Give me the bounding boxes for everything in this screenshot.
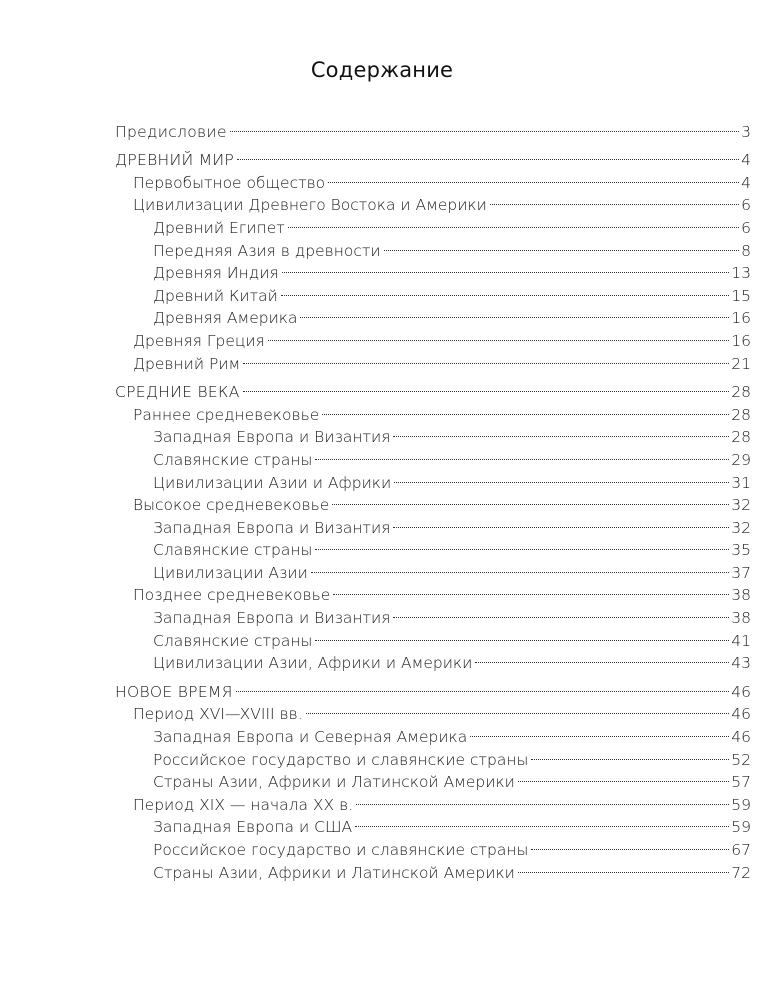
toc-page-number: 29 bbox=[731, 450, 751, 469]
toc-page-number: 59 bbox=[731, 818, 751, 837]
toc-dot-leader bbox=[228, 114, 740, 137]
toc-entry-title: Цивилизации Азии bbox=[153, 563, 308, 582]
toc-dot-leader bbox=[529, 832, 730, 855]
toc-page-number: 21 bbox=[731, 354, 751, 373]
toc-dot-leader bbox=[309, 555, 730, 578]
toc-entry-title: Высокое средневековье bbox=[133, 496, 330, 515]
toc-entry-title: Период XIX — начала XX в. bbox=[133, 795, 354, 814]
toc-page-number: 32 bbox=[731, 518, 751, 537]
toc-entry-title: Первобытное общество bbox=[133, 173, 326, 192]
toc-dot-leader bbox=[391, 420, 730, 443]
toc-entry-title: Западная Европа и Северная Америка bbox=[153, 728, 468, 747]
toc-entry-title: Древняя Индия bbox=[153, 264, 279, 283]
toc-page-number: 16 bbox=[731, 331, 751, 350]
toc-entry-title: Страны Азии, Африки и Латинской Америки bbox=[153, 863, 515, 882]
toc-page-number: 4 bbox=[741, 173, 751, 192]
toc-entry-title: Западная Европа и Византия bbox=[153, 428, 391, 447]
toc-dot-leader bbox=[392, 465, 730, 488]
toc-section bbox=[115, 375, 751, 673]
toc-entry-title: Российское государство и славянские страны bbox=[153, 841, 529, 859]
toc-entry-title: Цивилизации Азии и Африки bbox=[153, 473, 392, 492]
toc-dot-leader bbox=[313, 623, 730, 646]
table-of-contents bbox=[115, 114, 751, 884]
toc-dot-leader bbox=[320, 397, 730, 420]
toc-entry-title: Западная Европа и США bbox=[153, 818, 353, 837]
toc-page-number: 16 bbox=[731, 309, 751, 328]
toc-entry-title: Цивилизации Азии, Африки и Америки bbox=[153, 654, 473, 673]
toc-section bbox=[115, 143, 751, 373]
toc-part-entry[interactable] bbox=[115, 674, 751, 701]
toc-dot-leader bbox=[354, 787, 730, 810]
toc-dot-leader bbox=[313, 442, 730, 465]
toc-entry-title: Славянские страны bbox=[153, 631, 313, 650]
toc-section bbox=[115, 114, 751, 141]
toc-page-number: 8 bbox=[741, 241, 751, 260]
toc-entry-title: Передняя Азия в древности bbox=[153, 241, 381, 260]
toc-page-number: 31 bbox=[731, 473, 751, 492]
toc-page-number: 43 bbox=[731, 654, 751, 673]
toc-entry-title: Западная Европа и Византия bbox=[153, 609, 391, 628]
toc-entry-title: Древняя Греция bbox=[133, 331, 265, 350]
toc-entry-title: Славянские страны bbox=[153, 450, 313, 469]
toc-dot-leader bbox=[280, 256, 731, 279]
toc-dot-leader bbox=[298, 301, 730, 324]
toc-dot-leader bbox=[468, 719, 730, 742]
toc-dot-leader bbox=[488, 188, 740, 211]
toc-page-number: 38 bbox=[731, 586, 751, 605]
toc-page-number: 28 bbox=[731, 383, 751, 402]
toc-dot-leader bbox=[516, 855, 730, 878]
toc-page-number: 46 bbox=[731, 705, 751, 724]
toc-entry-title: Страны Азии, Африки и Латинской Америки bbox=[153, 773, 515, 792]
toc-entry-title: Древний Китай bbox=[153, 286, 278, 305]
toc-dot-leader bbox=[382, 233, 741, 256]
page-title: Содержание bbox=[310, 58, 454, 82]
toc-entry-title: Российское государство и славянские страны bbox=[153, 750, 529, 769]
toc-dot-leader bbox=[241, 375, 731, 398]
toc-entry-title: СРЕДНИЕ ВЕКА bbox=[115, 383, 240, 402]
toc-page-number: 52 bbox=[731, 750, 751, 769]
toc-page-number: 3 bbox=[741, 122, 751, 141]
toc-page-number: 46 bbox=[731, 728, 751, 747]
toc-dot-leader bbox=[235, 143, 740, 166]
toc-entry-title: Древняя Америка bbox=[153, 309, 298, 328]
toc-part-entry[interactable] bbox=[115, 114, 751, 141]
toc-part-entry[interactable] bbox=[115, 375, 751, 402]
toc-page-number: 57 bbox=[731, 773, 751, 792]
toc-page-number: 41 bbox=[731, 631, 751, 650]
toc-page-number: 38 bbox=[731, 609, 751, 628]
toc-entry-title: ДРЕВНИЙ МИР bbox=[115, 151, 235, 170]
toc-dot-leader bbox=[286, 210, 740, 233]
toc-dot-leader bbox=[279, 278, 730, 301]
toc-entry-title: Раннее средневековье bbox=[133, 405, 320, 424]
toc-dot-leader bbox=[391, 600, 730, 623]
toc-entry-title: Западная Европа и Византия bbox=[153, 518, 391, 537]
toc-page-number: 13 bbox=[731, 264, 751, 283]
toc-dot-leader bbox=[313, 533, 730, 556]
toc-entry-title: Славянские страны bbox=[153, 541, 313, 560]
toc-entry-title: Период XVI—XVIII вв. bbox=[133, 705, 303, 724]
toc-dot-leader bbox=[331, 578, 730, 601]
toc-dot-leader bbox=[529, 742, 730, 765]
toc-entry-title: НОВОЕ ВРЕМЯ bbox=[115, 682, 233, 701]
toc-dot-leader bbox=[326, 165, 740, 188]
toc-entry-title: Предисловие bbox=[115, 122, 227, 141]
toc-dot-leader bbox=[266, 323, 730, 346]
toc-page-number: 15 bbox=[731, 286, 751, 305]
toc-page-number: 67 bbox=[731, 841, 751, 859]
toc-dot-leader bbox=[241, 346, 730, 369]
toc-page-number: 32 bbox=[731, 496, 751, 515]
toc-part-entry[interactable] bbox=[115, 143, 751, 170]
toc-dot-leader bbox=[391, 510, 730, 533]
toc-page-number: 35 bbox=[731, 541, 751, 560]
toc-page-number: 46 bbox=[731, 682, 751, 701]
toc-entry-title: Цивилизации Древнего Востока и Америки bbox=[133, 196, 487, 215]
toc-page-number: 6 bbox=[741, 218, 751, 237]
toc-page-number: 37 bbox=[731, 563, 751, 582]
toc-dot-leader bbox=[353, 810, 730, 833]
toc-entry-title: Древний Рим bbox=[133, 354, 241, 373]
toc-page-number: 28 bbox=[731, 405, 751, 424]
toc-dot-leader bbox=[473, 646, 730, 669]
toc-dot-leader bbox=[330, 488, 730, 511]
toc-dot-leader bbox=[234, 674, 731, 697]
toc-page-number: 28 bbox=[731, 428, 751, 447]
toc-page-number: 4 bbox=[741, 151, 751, 170]
toc-page-number: 72 bbox=[731, 863, 751, 882]
toc-dot-leader bbox=[516, 765, 730, 788]
toc-page-number: 59 bbox=[731, 795, 751, 814]
toc-entry-title: Древний Египет bbox=[153, 218, 285, 237]
toc-section bbox=[115, 674, 751, 882]
toc-dot-leader bbox=[304, 697, 731, 720]
toc-page-number: 6 bbox=[741, 196, 751, 215]
toc-entry-title: Позднее средневековье bbox=[133, 586, 331, 605]
